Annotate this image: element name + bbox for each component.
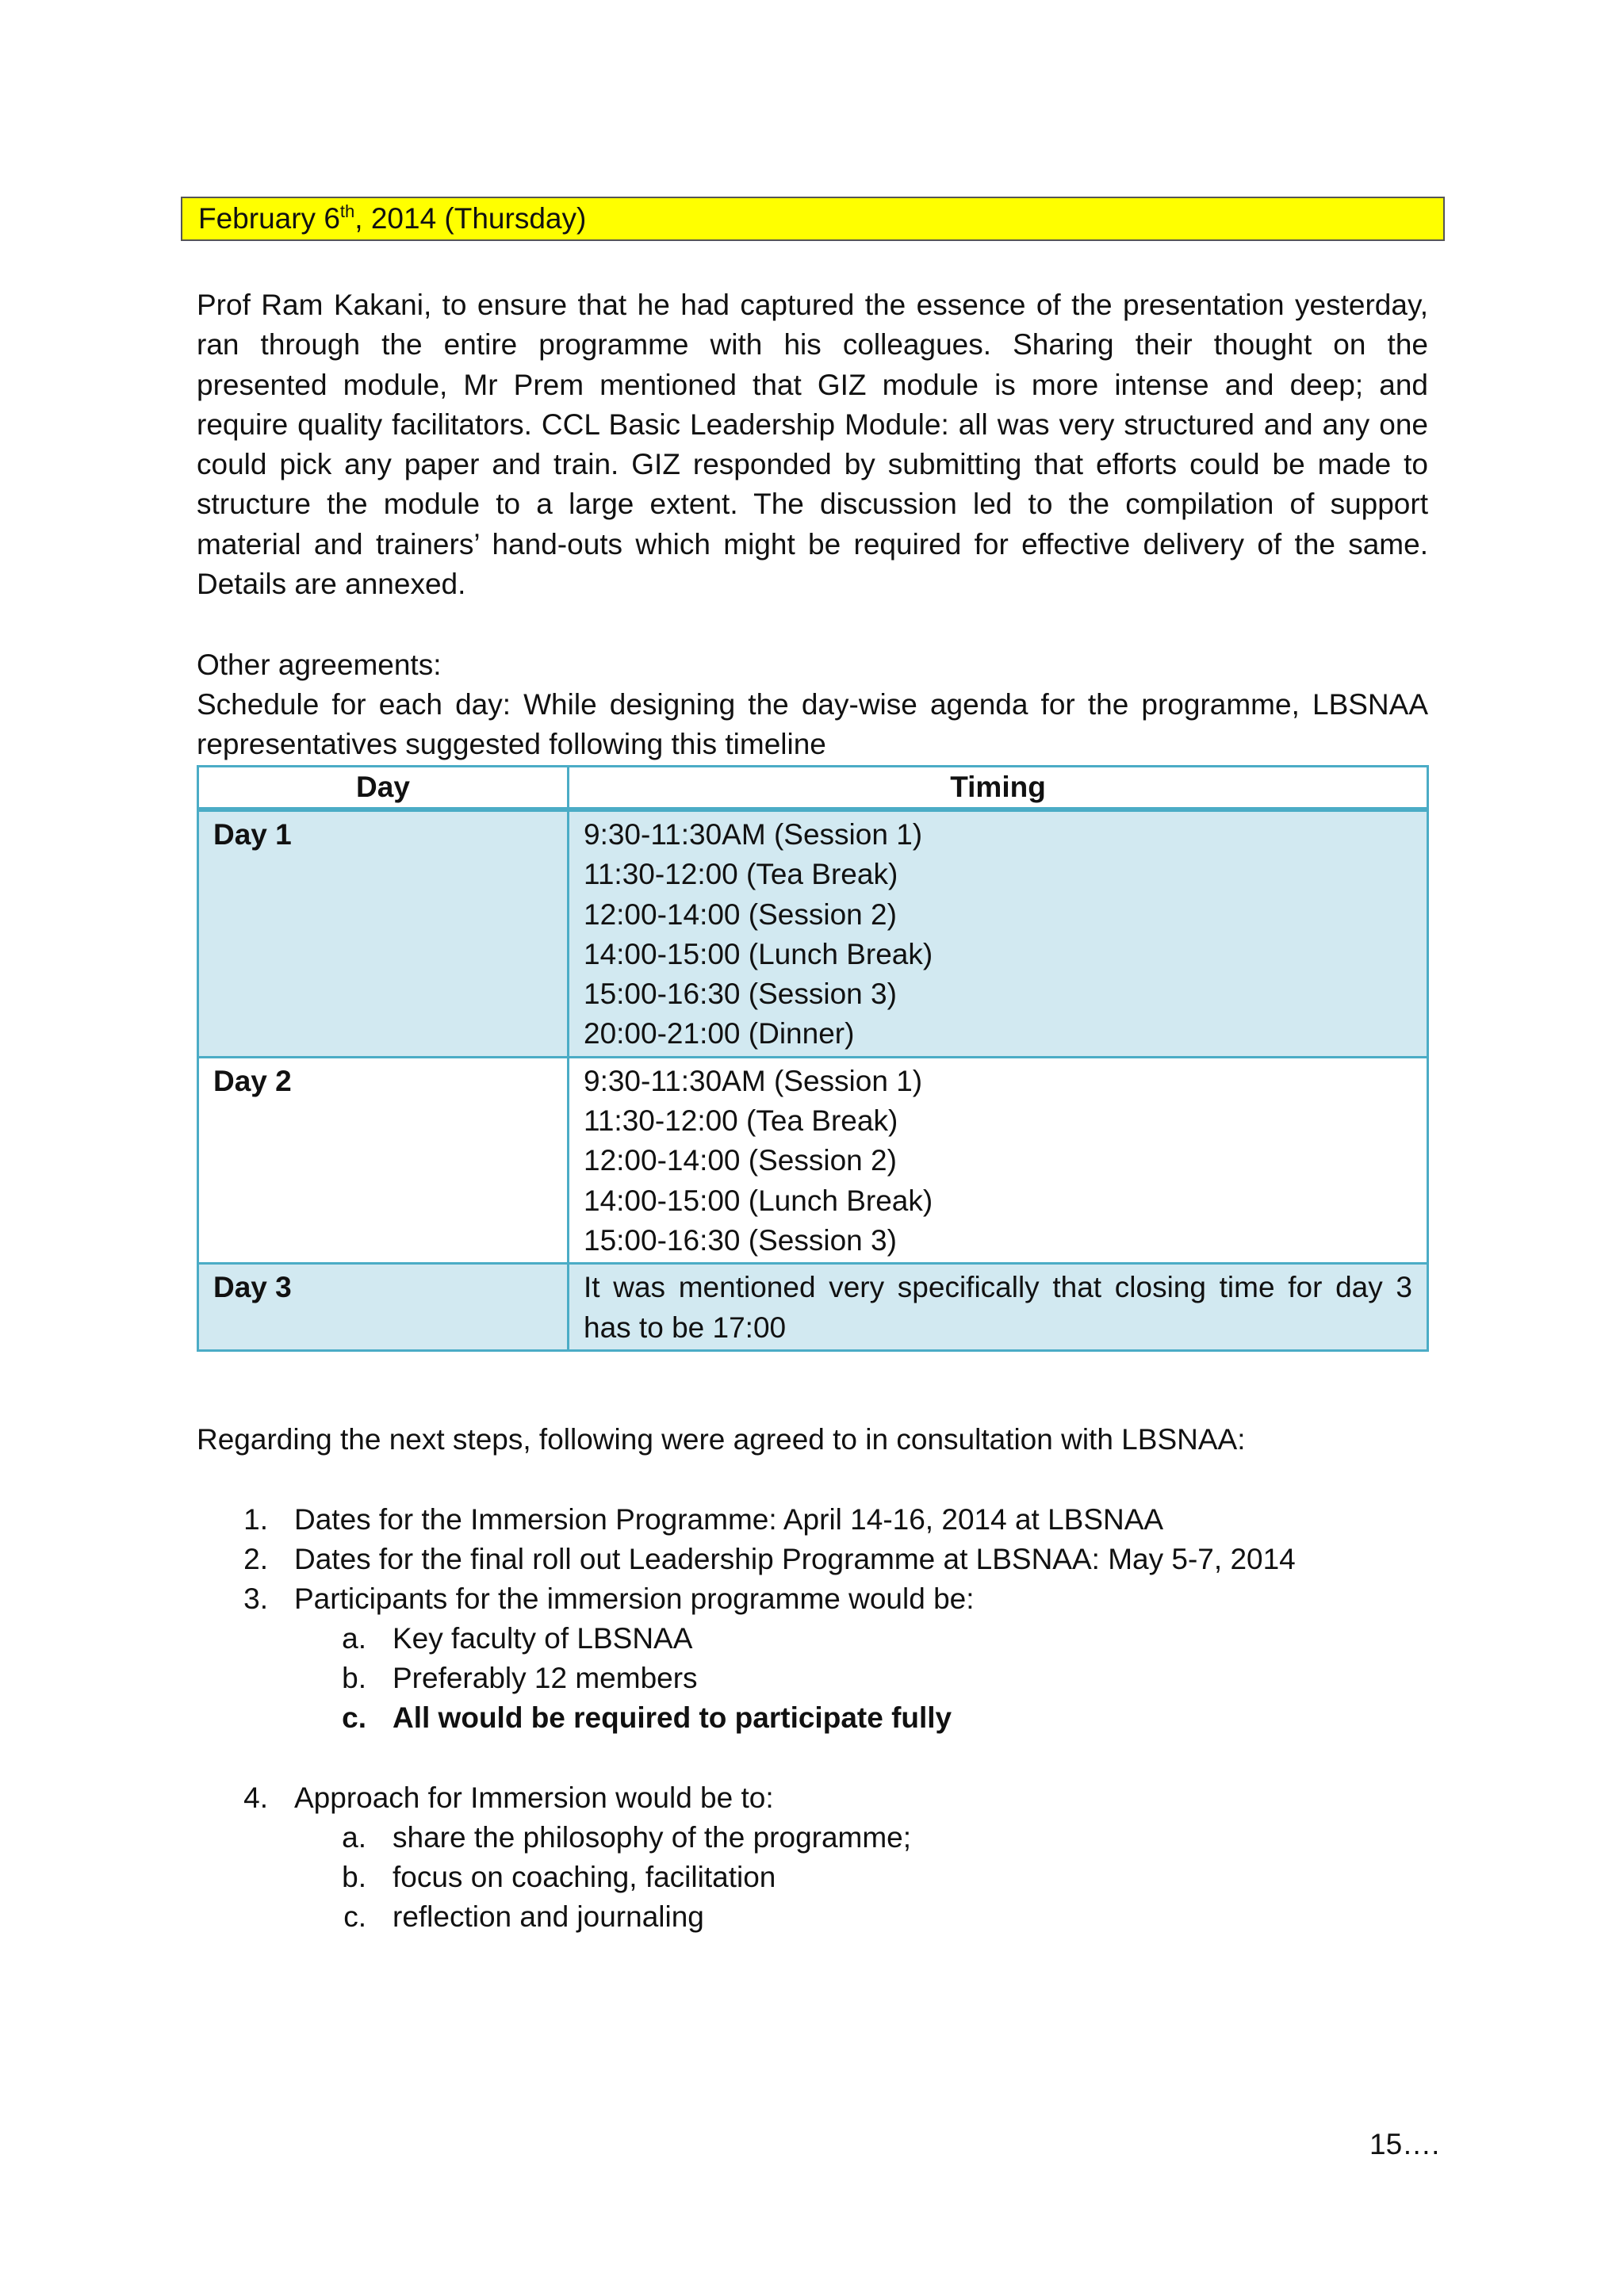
timing-note: It was mentioned very specifically that closing time for day 3 has to be 17:00 — [584, 1271, 1412, 1344]
header-timing: Timing — [569, 767, 1428, 810]
sub-list-letter: b. — [342, 1662, 366, 1694]
sub-list-text: reflection and journaling — [393, 1900, 704, 1933]
header-day: Day — [198, 767, 569, 810]
list-text: Participants for the immersion programme would be: — [294, 1582, 975, 1615]
list-number: 1. — [243, 1503, 268, 1536]
paragraph-line: could pick any paper and train. GIZ responded by submitting that efforts could be made to — [197, 448, 1428, 481]
date-banner — [181, 197, 1445, 241]
timing-line: 12:00-14:00 (Session 2) — [584, 1144, 897, 1177]
paragraph-line: presented module, Mr Prem mentioned that GIZ module is more intense and deep; and — [197, 368, 1428, 401]
sub-list-text: focus on coaching, facilitation — [393, 1861, 776, 1893]
table-header-row — [198, 767, 1428, 810]
list-number: 2. — [243, 1543, 268, 1575]
timing-line: 14:00-15:00 (Lunch Break) — [584, 937, 933, 970]
agreements-heading: Other agreements: — [197, 649, 442, 681]
timing-line: 9:30-11:30AM (Session 1) — [584, 818, 923, 851]
timing-line: 9:30-11:30AM (Session 1) — [584, 1064, 923, 1097]
paragraph-line: representatives suggested following this timeline — [197, 728, 826, 761]
sub-list-text: All would be required to participate fully — [393, 1701, 952, 1734]
timing-line: 14:00-15:00 (Lunch Break) — [584, 1184, 933, 1217]
day-cell: Day 3 — [198, 1264, 569, 1351]
paragraph-line: Details are annexed. — [197, 568, 466, 601]
list-text: Dates for the final roll out Leadership Programme at LBSNAA: May 5-7, 2014 — [294, 1543, 1296, 1575]
list-number: 3. — [243, 1582, 268, 1615]
sub-list-text: share the philosophy of the programme; — [393, 1821, 912, 1854]
timing-cell — [569, 809, 1428, 1057]
timing-line: 20:00-21:00 (Dinner) — [584, 1017, 855, 1050]
timing-line: 12:00-14:00 (Session 2) — [584, 897, 897, 931]
date-suffix: , 2014 (Thursday) — [354, 202, 587, 235]
table-row — [198, 1264, 1428, 1351]
sub-list-text: Key faculty of LBSNAA — [393, 1622, 693, 1655]
sub-list-letter: a. — [342, 1821, 366, 1854]
list-text: Approach for Immersion would be to: — [294, 1781, 774, 1814]
paragraph-line: require quality facilitators. CCL Basic Leadership Module: all was very structured and any one — [197, 408, 1428, 441]
next-steps-intro: Regarding the next steps, following were agreed to in consultation with LBSNAA: — [197, 1423, 1246, 1456]
list-text: Dates for the Immersion Programme: April 14-16, 2014 at LBSNAA — [294, 1503, 1164, 1536]
date-prefix: February 6 — [198, 202, 340, 235]
timing-line: 11:30-12:00 (Tea Break) — [584, 1104, 898, 1138]
intro-paragraph — [197, 285, 1428, 604]
day-cell: Day 1 — [198, 809, 569, 1057]
paragraph-line: structure the module to a large extent. The discussion led to the compilation of support — [197, 488, 1428, 521]
paragraph-line: ran through the entire programme with his colleagues. Sharing their thought on the — [197, 328, 1428, 362]
schedule-paragraph — [197, 685, 1428, 765]
timing-line: 11:30-12:00 (Tea Break) — [584, 858, 898, 891]
paragraph-line: Prof Ram Kakani, to ensure that he had captured the essence of the presentation yesterday, — [197, 289, 1428, 321]
paragraph-line: material and trainers’ hand-outs which might be required for effective delivery of the same. — [197, 527, 1428, 561]
paragraph-line: Schedule for each day: While designing the day-wise agenda for the programme, LBSNAA — [197, 688, 1428, 721]
sub-list-letter: a. — [342, 1622, 366, 1655]
sub-list-text: Preferably 12 members — [393, 1662, 698, 1694]
sub-list-letter: b. — [342, 1861, 366, 1893]
date-superscript: th — [339, 201, 355, 221]
timeline-table — [197, 765, 1429, 1352]
timing-line: 15:00-16:30 (Session 3) — [584, 1223, 897, 1257]
page-number: 15…. — [1369, 2128, 1440, 2160]
table-row — [198, 809, 1428, 1057]
sub-list-letter: c. — [343, 1900, 366, 1933]
timing-line: 15:00-16:30 (Session 3) — [584, 978, 897, 1011]
table-row — [198, 1057, 1428, 1263]
timing-cell — [569, 1057, 1428, 1263]
day-cell: Day 2 — [198, 1057, 569, 1263]
timing-cell — [569, 1264, 1428, 1351]
sub-list-letter: c. — [342, 1701, 366, 1734]
list-number: 4. — [243, 1781, 268, 1814]
